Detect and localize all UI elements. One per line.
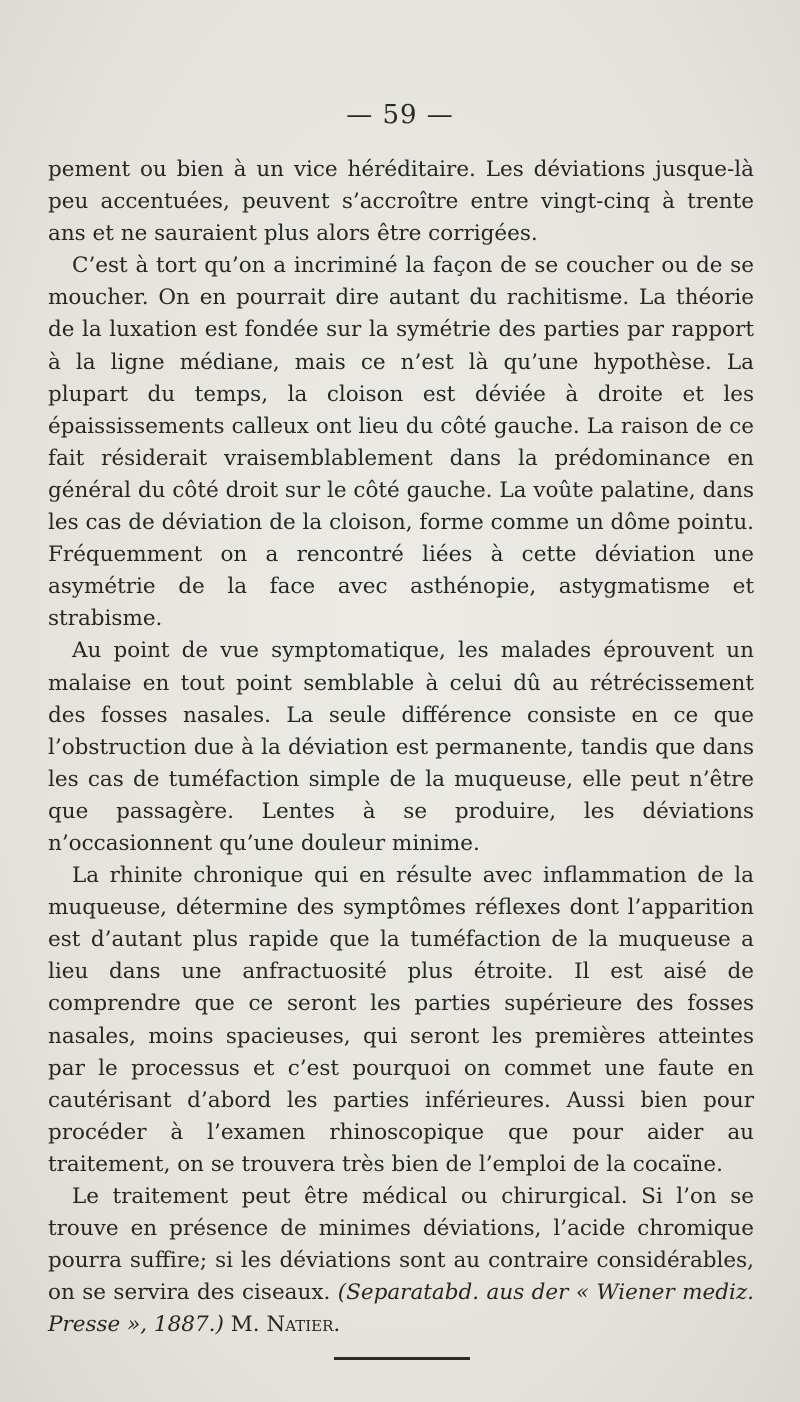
citation-source: (Separatabd. aus der « Wiener mediz. Presse », 1887.) [48,1280,754,1338]
paragraph-1: pement ou bien à un vice héréditaire. Les déviations jusque-là peu accentuées, peuvent s’accroître entre vingt-cinq à trente ans et ne sauraient plus alors être corrigées. [48,157,754,247]
paragraph-4: La rhinite chronique qui en résulte avec inflammation de la muqueuse, détermine des symptômes réflexes dont l’apparition est d’autant plus rapide que la tuméfaction de la muqueuse a lieu dans une anfractuosité plus étroite. Il est aisé de comprendre que ce seront les parties supérieure des fosses nasales, moins spacieuses, qui seront les premières atteintes par le processus et c’est pourquoi on commet une faute en cautérisant d’abord les parties inférieures. Aussi bien pour procéder à l’examen rhinoscopique que pour aider au traitement, on se trouvera très bien de l’emploi de la cocaïne. [48,863,754,1177]
page-number: — 59 — [346,100,454,130]
end-rule [334,1357,470,1360]
body-text [48,154,754,1341]
paragraph-2: C’est à tort qu’on a incriminé la façon de se coucher ou de se moucher. On en pourrait dire autant du rachitisme. La théorie de la luxation est fondée sur la symétrie des parties par rapport à la ligne médiane, mais ce n’est là qu’une hypothèse. La plupart du temps, la cloison est déviée à droite et les épaississements calleux ont lieu du côté gauche. La raison de ce fait résiderait vraisemblablement dans la prédominance en général du côté droit sur le côté gauche. La voûte palatine, dans les cas de déviation de la cloison, forme comme un dôme pointu. Fréquemment on a rencontré liées à cette déviation une asymétrie de la face avec asthénopie, astygmatisme et strabisme. [48,253,754,632]
paragraph-5 [48,1181,754,1341]
paragraph-3: Au point de vue symptomatique, les malades éprouvent un malaise en tout point semblable à celui dû au rétrécissement des fosses nasales. La seule différence consiste en ce que l’obstruction due à la déviation est permanente, tandis que dans les cas de tuméfaction simple de la muqueuse, elle peut n’être que passagère. Lentes à se produire, les déviations n’occasionnent qu’une douleur minime. [48,638,754,856]
paragraph-5-text: Le traitement peut être médical ou chirurgical. Si l’on se trouve en présence de minimes déviations, l’acide chromique pourra suffire; si les déviations sont au contraire considérables, on se servira des ciseaux. [48,1184,754,1306]
citation-author: M. Natier. [230,1312,341,1338]
